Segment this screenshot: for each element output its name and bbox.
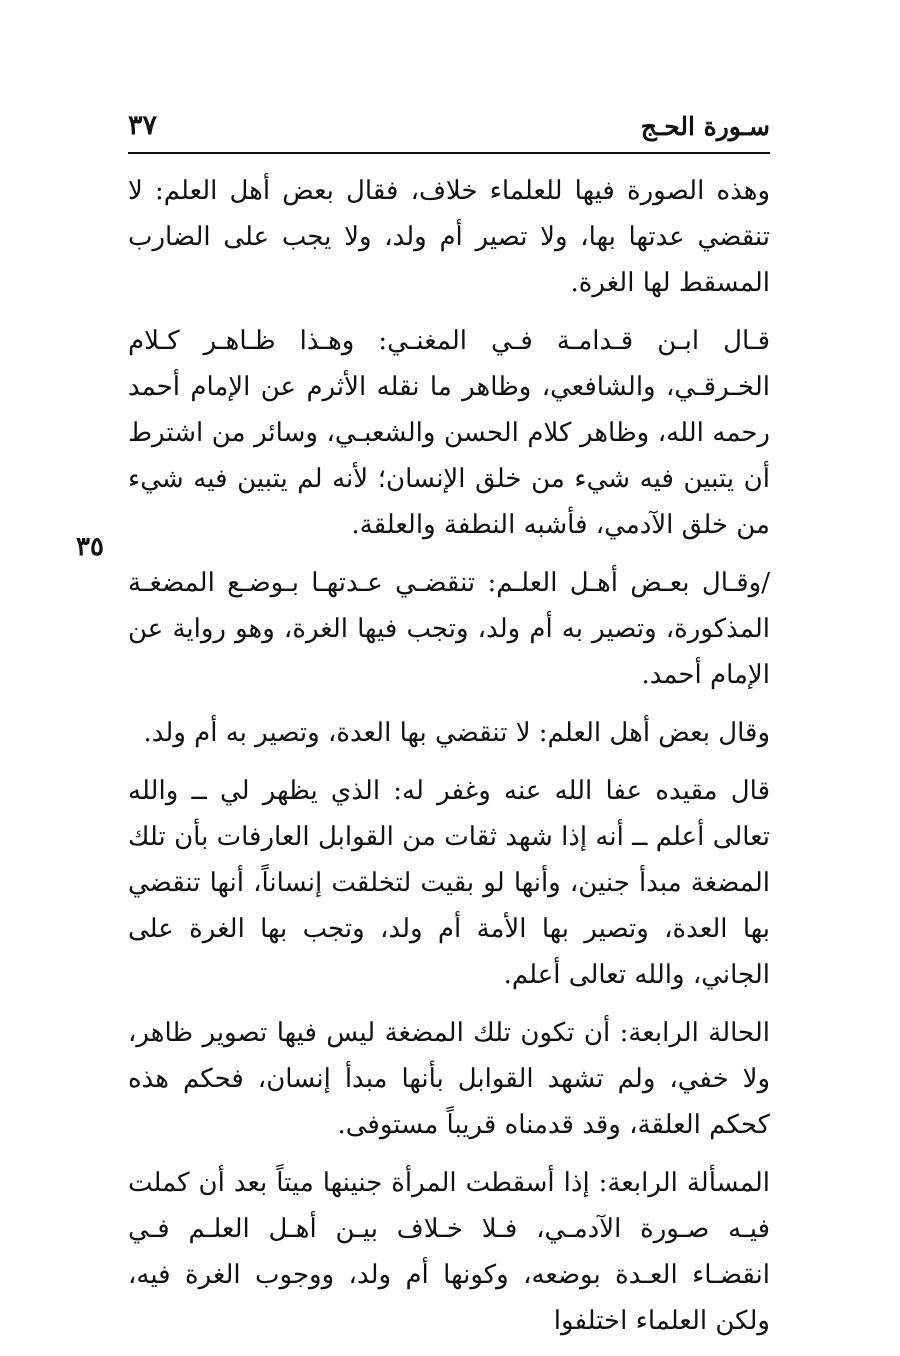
paragraph: قـال ابـن قـدامـة فـي المغنـي: وهـذا ظـاهـر كـلام الخـرقـي، والشافعي، وظاهر ما نقله الأثرم عن الإمام أحمد رحمه الله، وظاهر كلام الحسن والشعبـي، وسائر من اشترط أن يتبين فيه شيء من خلق الإنسان؛ لأنه لم يتبين فيه شيء من خلق الآدمي، فأشبه النطفة والعلقة. (128, 326, 770, 540)
page-header (128, 108, 770, 150)
page-number: ٣٧ (128, 110, 158, 141)
header-rule (128, 152, 770, 154)
paragraph: /وقـال بعـض أهـل العلـم: تنقضـي عـدتهـا بـوضـع المضغـة المذكورة، وتصير به أم ولد، وتجب فيها الغرة، وهو رواية عن الإمام أحمد. (128, 568, 770, 690)
paragraph: قال مقيده عفا الله عنه وغفر له: الذي يظهر لي ــ والله تعالى أعلم ــ أنه إذا شهد ثقات من القوابل العارفات بأن تلك المضغة مبدأ جنين، وأنها لو بقيت لتخلقت إنساناً، أنها تنقضي بها العدة، وتصير بها الأمة أم ولد، وتجب بها الغرة على الجاني، والله تعالى أعلم. (128, 776, 770, 990)
paragraph: المسألة الرابعة: إذا أسقطت المرأة جنينها ميتاً بعد أن كملت فيـه صـورة الآدمـي، فـلا خـلاف بيـن أهـل العلـم فـي انقضـاء العـدة بوضعه، وكونها أم ولد، ووجوب الغرة فيه، ولكن العلماء اختلفوا (128, 1168, 770, 1336)
page-body (128, 168, 770, 1356)
paragraph: وهذه الصورة فيها للعلماء خلاف، فقال بعض أهل العلم: لا تنقضي عدتها بها، ولا تصير أم ولد، ولا يجب على الضارب المسقط لها الغرة. (128, 176, 770, 298)
paragraph: وقال بعض أهل العلم: لا تنقضي بها العدة، وتصير به أم ولد. (143, 718, 770, 748)
surah-title: سـورة الحـج (640, 112, 770, 141)
paragraph: الحالة الرابعة: أن تكون تلك المضغة ليس فيها تصوير ظاهر، ولا خفي، ولم تشهد القوابل بأنها مبدأ إنسان، فحكم هذه كحكم العلقة، وقد قدمناه قريباً مستوفى. (128, 1018, 770, 1140)
original-page-marker: ٣٥ (76, 532, 104, 562)
